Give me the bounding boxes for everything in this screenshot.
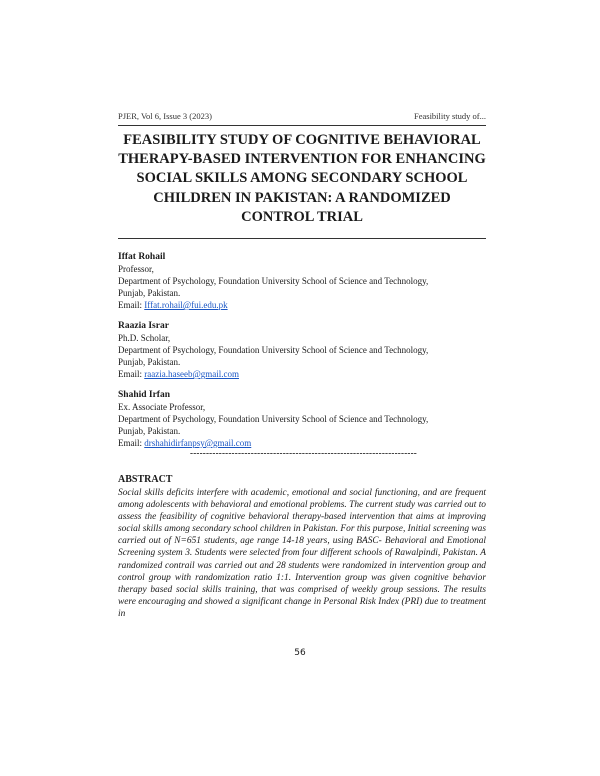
- email-label: Email:: [118, 300, 142, 310]
- author-name: Raazia Israr: [118, 321, 169, 331]
- journal-citation: PJER, Vol 6, Issue 3 (2023): [118, 111, 212, 121]
- abstract-heading: ABSTRACT: [118, 474, 173, 485]
- section-separator: -----------------------------------------------------------------------: [190, 448, 417, 458]
- author-name: Shahid Irfan: [118, 390, 171, 400]
- author-email-line: [118, 368, 486, 380]
- author-location: Punjab, Pakistan.: [118, 288, 181, 298]
- author-list: [118, 251, 486, 458]
- author-department: Department of Psychology, Foundation University School of Science and Technology,: [118, 345, 429, 355]
- author-department: Department of Psychology, Foundation University School of Science and Technology,: [118, 414, 429, 424]
- author-location: Punjab, Pakistan.: [118, 426, 181, 436]
- author-block: [118, 320, 486, 380]
- running-header: [118, 111, 486, 121]
- author-email-line: [118, 299, 486, 311]
- author-email-link[interactable]: Iffat.rohail@fui.edu.pk: [144, 300, 228, 310]
- email-label: Email:: [118, 369, 142, 379]
- author-location: Punjab, Pakistan.: [118, 357, 181, 367]
- author-name: Iffat Rohail: [118, 252, 166, 262]
- paper-title: FEASIBILITY STUDY OF COGNITIVE BEHAVIORAL THERAPY-BASED INTERVENTION FOR ENHANCING SOCIAL SKILLS AMONG SECONDARY SCHOOL CHILDREN IN PAKISTAN: A RANDOMIZED CONTROL TRIAL: [118, 132, 486, 225]
- author-role: Ex. Associate Professor,: [118, 402, 206, 412]
- author-email-link[interactable]: drshahidirfanpsy@gmail.com: [144, 438, 252, 448]
- author-department: Department of Psychology, Foundation University School of Science and Technology,: [118, 276, 429, 286]
- abstract-body: Social skills deficits interfere with academic, emotional and social functioning, and are frequent among adolescents with behavioral and emotional problems. The current study was carried out to assess the feasibility of cognitive behavioral therapy-based intervention that aims at improving social skills among secondary school children in Pakistan. For this purpose, Initial screening was carried out of N=651 students, age range 14-18 years, using BASC- Behavioral and Emotional Screening system 3. Students were selected from four different schools of Rawalpindi, Pakistan. A randomized contrail was carried out and 28 students were randomized in intervention group and control group with randomization ratio 1:1. Intervention group was given cognitive behavior therapy based social skills training, that was comprised of weekly group sessions. The results were encouraging and showed a significant change in Personal Risk Index (PRI) due to treatment in: [118, 488, 486, 619]
- author-block: [118, 251, 486, 311]
- header-rule: [118, 125, 486, 126]
- abstract-section: [118, 474, 486, 620]
- author-role: Ph.D. Scholar,: [118, 333, 171, 343]
- author-email-link[interactable]: raazia.haseeb@gmail.com: [144, 369, 239, 379]
- page-number: 56: [294, 648, 306, 658]
- title-rule: [118, 238, 486, 239]
- email-label: Email:: [118, 438, 142, 448]
- short-title: Feasibility study of...: [413, 111, 486, 121]
- author-block: [118, 389, 486, 449]
- author-role: Professor,: [118, 264, 154, 274]
